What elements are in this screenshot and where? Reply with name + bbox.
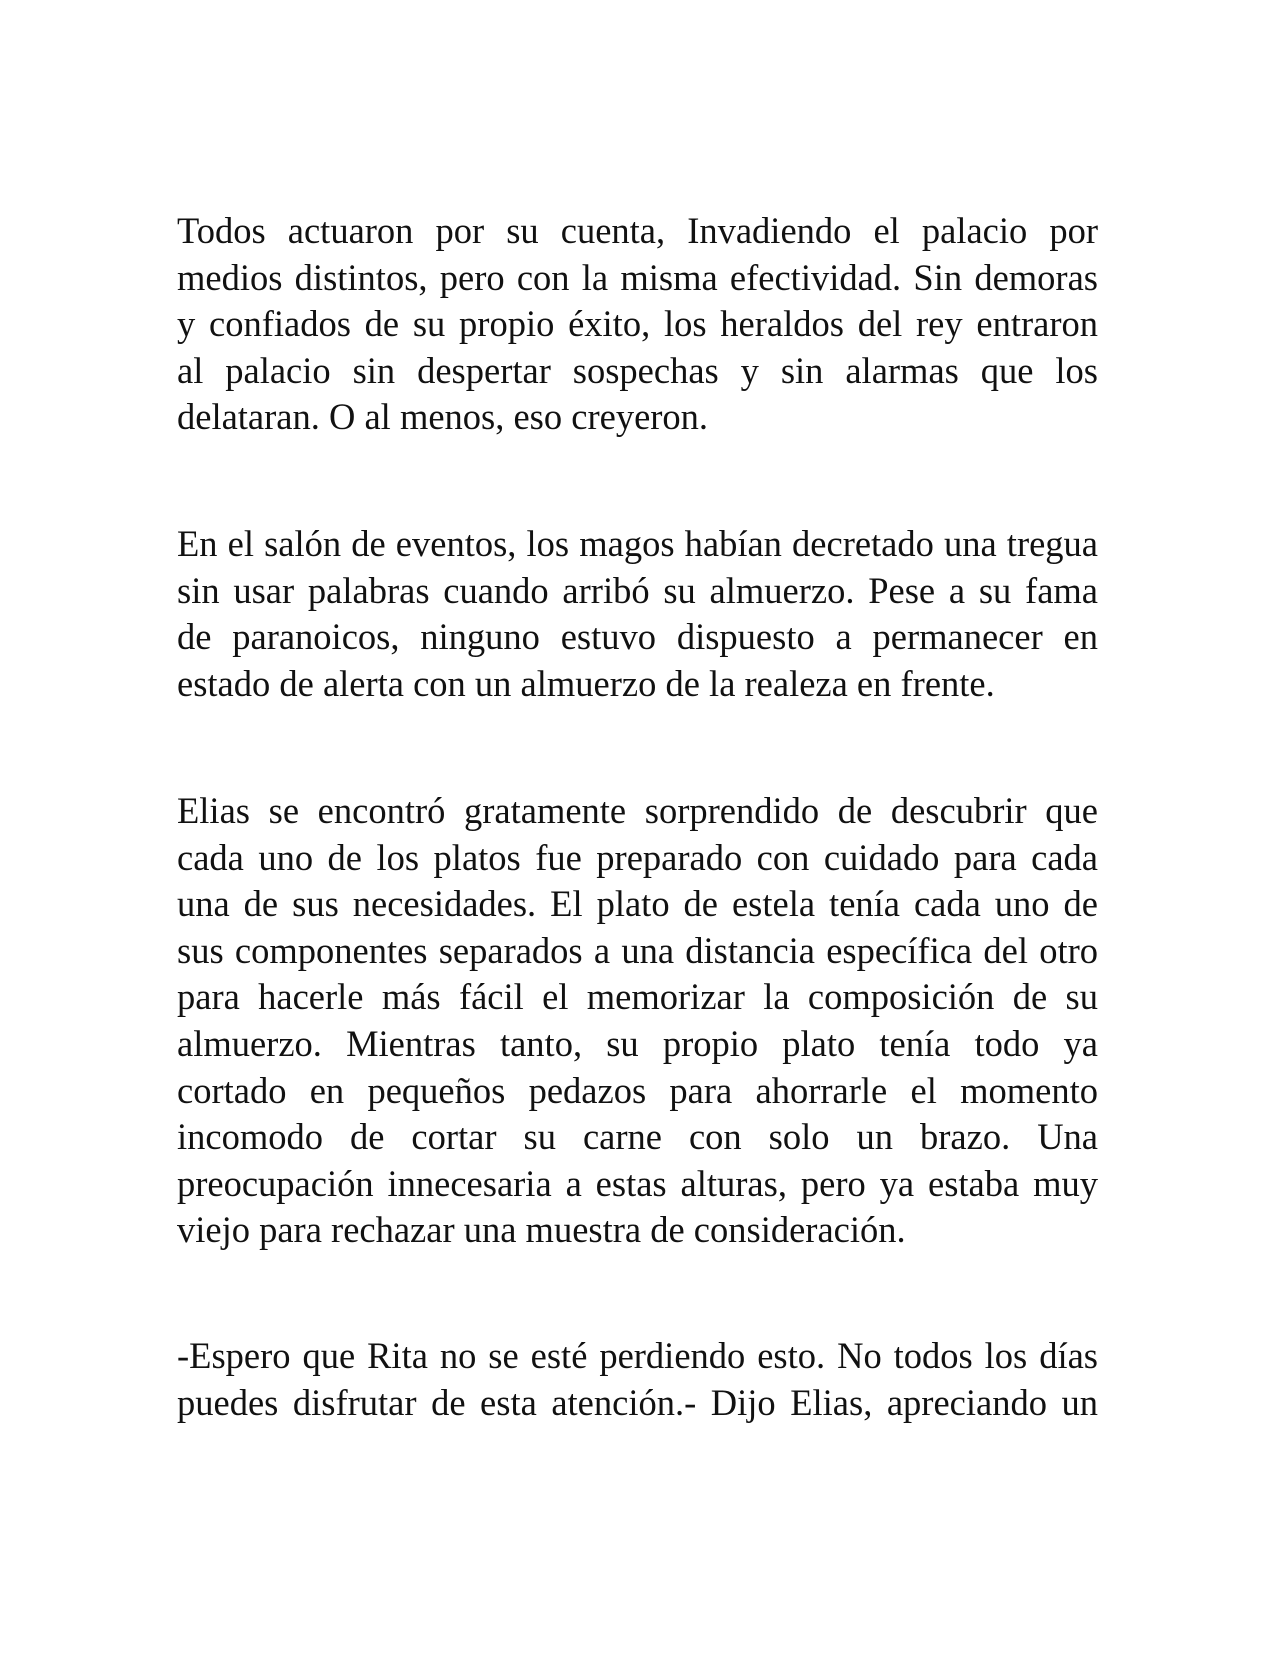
text-line: sus componentes separados a una distancia específica del otro: [177, 929, 1098, 971]
text-line: cortado en pequeños pedazos para ahorrarle el momento: [177, 1069, 1098, 1111]
paragraph-1: [177, 208, 1098, 441]
text-line: sin usar palabras cuando arribó su almuerzo. Pese a su fama: [177, 569, 1098, 611]
text-line: y confiados de su propio éxito, los heraldos del rey entraron: [177, 303, 1098, 345]
text-line: Todos actuaron por su cuenta, Invadiendo el palacio por: [177, 210, 1098, 251]
text-line: incomodo de cortar su carne con solo un brazo. Una: [177, 1116, 1098, 1158]
text-line: cada uno de los platos fue preparado con cuidado para cada: [177, 836, 1098, 878]
text-line: puedes disfrutar de esta atención.- Dijo Elias, apreciando un: [177, 1381, 1098, 1423]
text-line: En el salón de eventos, los magos habían decretado una tregua: [177, 523, 1098, 564]
text-line: medios distintos, pero con la misma efectividad. Sin demoras: [177, 256, 1098, 298]
paragraph-4: [177, 1333, 1098, 1426]
text-line: -Espero que Rita no se esté perdiendo esto. No todos los días: [177, 1335, 1098, 1376]
text-line: Elias se encontró gratamente sorprendido de descubrir que: [177, 790, 1098, 831]
text-line: para hacerle más fácil el memorizar la composición de su: [177, 976, 1098, 1018]
text-line: viejo para rechazar una muestra de consideración.: [177, 1209, 906, 1251]
paragraph-3: [177, 788, 1098, 1254]
text-line: una de sus necesidades. El plato de estela tenía cada uno de: [177, 883, 1098, 925]
text-line: al palacio sin despertar sospechas y sin alarmas que los: [177, 349, 1098, 391]
text-line: almuerzo. Mientras tanto, su propio plato tenía todo ya: [177, 1022, 1098, 1064]
paragraph-2: [177, 521, 1098, 707]
text-line: preocupación innecesaria a estas alturas, pero ya estaba muy: [177, 1162, 1098, 1204]
text-line: delataran. O al menos, eso creyeron.: [177, 396, 709, 438]
text-line: estado de alerta con un almuerzo de la realeza en frente.: [177, 662, 995, 704]
text-line: de paranoicos, ninguno estuvo dispuesto a permanecer en: [177, 616, 1098, 658]
